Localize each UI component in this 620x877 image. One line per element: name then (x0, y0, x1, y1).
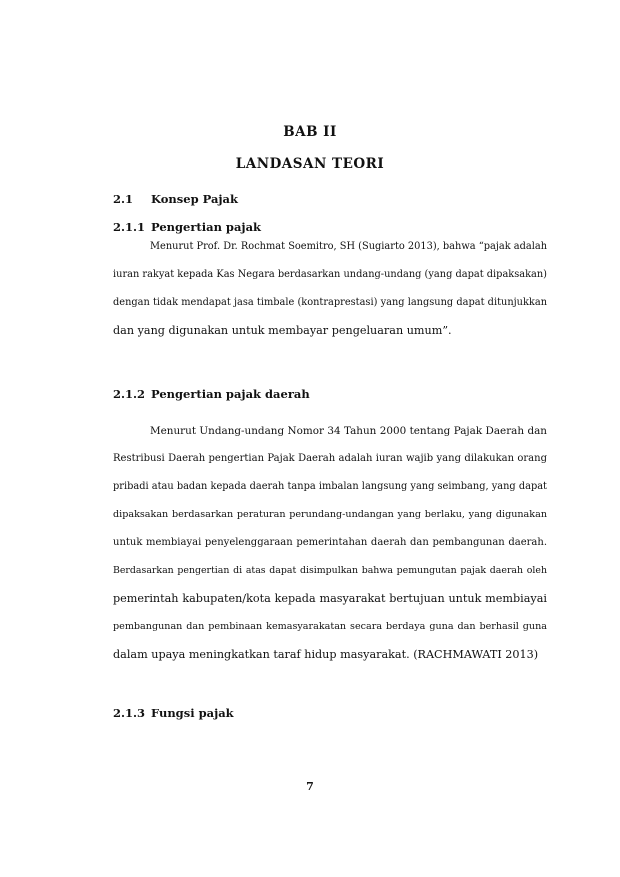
section-title: Konsep Pajak (151, 192, 238, 206)
section-title: Pengertian pajak (151, 220, 262, 234)
paragraph-line: Berdasarkan pengertian di atas dapat disimpulkan bahwa pemungutan pajak daerah oleh (113, 565, 547, 576)
paragraph-line: untuk membiayai penyelenggaraan pemerintahan daerah dan pembangunan daerah. (113, 537, 547, 548)
paragraph-line: dalam upaya meningkatkan taraf hidup masyarakat. (RACHMAWATI 2013) (113, 648, 539, 661)
paragraph-line: dipaksakan berdasarkan peraturan perundang-undangan yang berlaku, yang digunakan (113, 509, 547, 520)
paragraph-line: dengan tidak mendapat jasa timbale (kontraprestasi) yang langsung dapat ditunjukkan (113, 297, 547, 308)
paragraph-line: Menurut Prof. Dr. Rochmat Soemitro, SH (Sugiarto 2013), bahwa “pajak adalah (150, 241, 547, 252)
section-number: 2.1.3 (113, 706, 146, 720)
section-heading-2-1-2 (113, 387, 310, 401)
paragraph-line: dan yang digunakan untuk membayar pengeluaran umum”. (113, 324, 452, 337)
section-title: Pengertian pajak daerah (151, 387, 310, 401)
paragraph-line: pemerintah kabupaten/kota kepada masyarakat bertujuan untuk membiayai (113, 592, 547, 605)
paragraph-line: Restribusi Daerah pengertian Pajak Daerah adalah iuran wajib yang dilakukan orang (113, 453, 547, 464)
paragraph-definition-tax (113, 240, 547, 352)
section-number: 2.1 (113, 192, 134, 206)
chapter-label: BAB II (283, 124, 337, 140)
chapter-title: LANDASAN TEORI (235, 156, 385, 172)
paragraph-line: Menurut Undang-undang Nomor 34 Tahun 2000 tentang Pajak Daerah dan (150, 425, 547, 437)
paragraph-line: pembangunan dan pembinaan kemasyarakatan secara berdaya guna dan berhasil guna (113, 621, 547, 632)
paragraph-definition-regional-tax (113, 424, 547, 676)
section-number: 2.1.2 (113, 387, 146, 401)
section-heading-2-1-1 (113, 220, 261, 234)
section-number: 2.1.1 (113, 220, 146, 234)
section-title: Fungsi pajak (151, 706, 234, 720)
page-number: 7 (306, 780, 314, 793)
section-heading-2-1 (113, 192, 238, 206)
paragraph-line: pribadi atau badan kepada daerah tanpa imbalan langsung yang seimbang, yang dapat (113, 481, 547, 492)
section-heading-2-1-3 (113, 706, 234, 720)
paragraph-line: iuran rakyat kepada Kas Negara berdasarkan undang-undang (yang dapat dipaksakan) (113, 269, 547, 280)
